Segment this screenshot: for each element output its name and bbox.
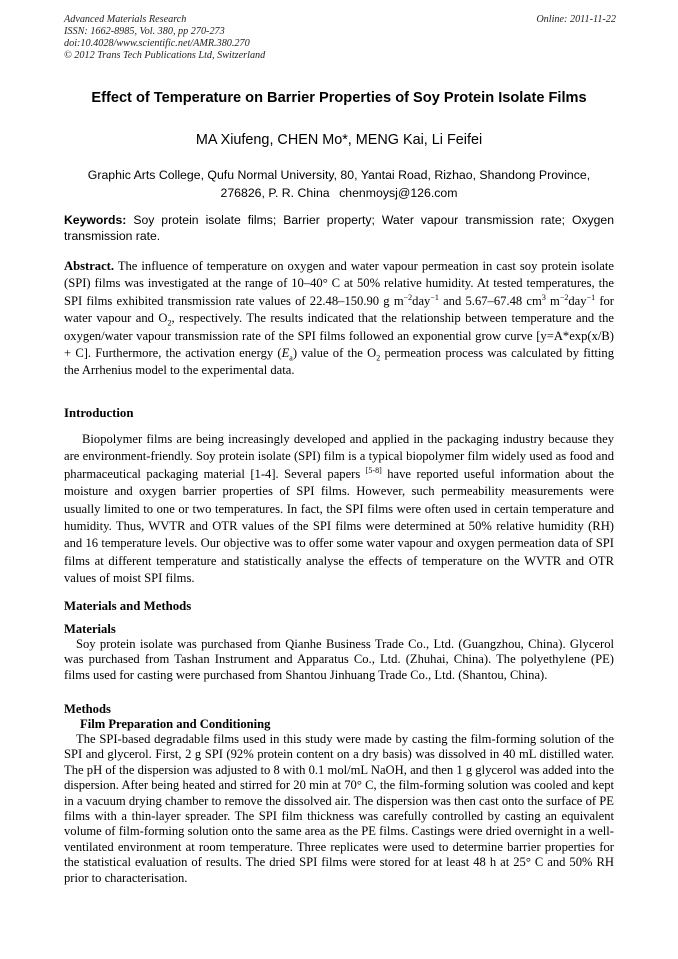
abstract-text-5: day xyxy=(568,293,587,308)
introduction-text xyxy=(64,431,614,588)
abstract-text-2: day xyxy=(412,293,431,308)
intro-text-1: Biopolymer films are being increasingly developed and applied in the packaging industry because they are environment-friendly. Soy protein isolate (SPI) film is a typical biopolymer film widely used as food and pharmaceutical packaging material [1-4]. Several papers xyxy=(64,432,614,481)
abstract-text-8: ) value of the O xyxy=(292,346,377,361)
paper-title: Effect of Temperature on Barrier Properties of Soy Protein Isolate Films xyxy=(91,90,587,106)
abstract-sup-4: −2 xyxy=(559,292,569,302)
affiliation xyxy=(70,166,608,202)
abstract-sub-1: 2 xyxy=(167,318,172,328)
abstract-sup-3: 3 xyxy=(541,292,546,302)
abstract-text-7: , respectively. The results indicated that the relationship between temperature and the oxygen/water vapour transmission rate of the SPI films followed an exponential grow curve [y=A*exp(x/B) + C]. Furthermore, the activation energy ( xyxy=(64,311,614,361)
film-preparation-text: The SPI-based degradable films used in this study were made by casting the film-forming solution of the SPI and glycerol. First, 2 g SPI (92% protein content on a dry basis) was dissolved in 40 mL distilled water. The pH of the dispersion was adjusted to 8 with 0.1 mol/mL NaOH, and then 1 g glycerol was added into the dispersion. After being heated and stirred for 20 min at 70° C, the film-forming solution was cooled and kept in a vacuum drying chamber to remove the dissolved air. The dispersion was then cast onto the surface of PE films with a thin-layer spreader. The SPI film thickness was carefully controlled by casting an equivalent volume of film-forming solution onto the same area as the PE films. Castings were dried overnight in a well-ventilated environment at room temperature. Three replicates were used to determine barrier properties for the statistical evaluation of results. The dried SPI films were stored for at least 48 h at 25° C and 50% RH prior to characterisation. xyxy=(64,732,614,885)
abstract-text-3: and 5.67–67.48 cm xyxy=(438,293,542,308)
copyright-line: © 2012 Trans Tech Publications Ltd, Switzerland xyxy=(64,50,266,61)
author-email: chenmoysj@126.com xyxy=(339,186,458,200)
affiliation-text: Graphic Arts College, Qufu Normal University, 80, Yantai Road, Rizhao, Shandong Province, 276826, P. R. China xyxy=(87,168,591,200)
abstract-ea-sub: a xyxy=(289,353,293,363)
journal-header xyxy=(64,14,616,62)
abstract-sup-2: −1 xyxy=(430,292,439,302)
journal-name: Advanced Materials Research xyxy=(64,14,187,25)
abstract-text-1: The influence of temperature on oxygen and water vapour permeation in cast soy protein isolate (SPI) films was investigated at the range of 10–40° C at 50% relative humidity. At tested temperatures, the SPI films exhibited transmission rate values of 22.48–150.90 g m xyxy=(64,259,614,308)
abstract-text-9: permeation process was calculated by fitting the Arrhenius model to the experimental data. xyxy=(64,346,615,378)
abstract-text-6: for water vapour and O xyxy=(64,293,614,326)
intro-citation: [5-8] xyxy=(365,465,382,475)
abstract xyxy=(64,258,614,380)
materials-text: Soy protein isolate was purchased from Qianhe Business Trade Co., Ltd. (Guangzhou, China). Glycerol was purchased from Tashan Instrument and Apparatus Co., Ltd. (Zhuhai, China). The polyethylene (PE) films used for casting were purchased from Shantou Jinhuang Trade Co., Ltd. (Shantou, China). xyxy=(64,637,614,682)
materials-heading: Materials xyxy=(64,622,116,636)
online-date: Online: 2011-11-22 xyxy=(536,14,616,25)
keywords-label: Keywords: xyxy=(64,213,127,227)
introduction-heading: Introduction xyxy=(64,406,134,420)
abstract-sub-2: 2 xyxy=(376,353,381,363)
author-list: MA Xiufeng, CHEN Mo*, MENG Kai, Li Feifei xyxy=(195,132,483,148)
methods-heading: Methods xyxy=(64,702,111,716)
abstract-text-4: m xyxy=(545,293,560,308)
doi-line: doi:10.4028/www.scientific.net/AMR.380.270 xyxy=(64,38,250,49)
abstract-ea-symbol: E xyxy=(281,346,290,361)
film-preparation-heading: Film Preparation and Conditioning xyxy=(80,717,271,731)
abstract-sup-5: −1 xyxy=(586,292,596,302)
intro-text-2: have reported useful information about the moisture and oxygen barrier properties of SPI films. However, such permeability measurements were usually limited to one or two temperatures. In fact, the SPI films were often used in certain temperature and humidity. Thus, WVTR and OTR values of the SPI films were determined at 50% relative humidity (RH) and 16 temperature levels. Our objective was to offer some water vapour and oxygen permeation data of SPI films at different temperature and statistically analyse the effects of temperature on the WVTR and OTR values of moist SPI films. xyxy=(64,466,614,586)
keywords-text: Soy protein isolate films; Barrier property; Water vapour transmission rate; Oxygen transmission rate. xyxy=(64,213,614,243)
issn-line: ISSN: 1662-8985, Vol. 380, pp 270-273 xyxy=(64,26,225,37)
abstract-sup-1: −2 xyxy=(403,292,413,302)
keywords xyxy=(64,213,614,244)
materials-methods-heading: Materials and Methods xyxy=(64,599,192,613)
abstract-label: Abstract. xyxy=(64,259,115,273)
